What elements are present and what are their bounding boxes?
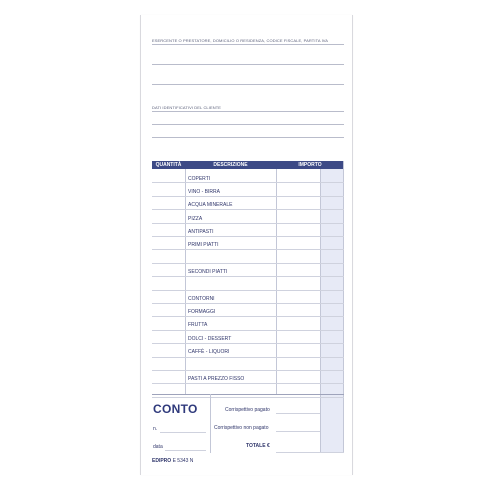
client-caption: DATI IDENTIFICATIVI DEL CLIENTE [152, 105, 222, 110]
footer-divider [152, 394, 344, 395]
item-label: FRUTTA [188, 322, 208, 328]
column-divider [185, 169, 186, 394]
column-header-description: DESCRIZIONE [213, 162, 248, 168]
brand-name: EDIPRO [152, 458, 172, 464]
table-row-line [152, 303, 344, 304]
table-row-line [152, 196, 344, 197]
table-row-line [152, 182, 344, 183]
header-line [152, 64, 344, 65]
header-line [152, 84, 344, 85]
table-row-line [152, 397, 344, 398]
table-row-line [152, 330, 344, 331]
table-row-line [152, 357, 344, 358]
item-label: ACQUA MINERALE [188, 202, 233, 208]
table-border [343, 161, 344, 453]
unpaid-label: Corrispettivo non pagato [214, 425, 269, 431]
header-caption: ESERCENTE O PRESTATORE, DOMICILIO O RESIDENZA, CODICE FISCALE, PARTITA IVA [152, 38, 329, 43]
table-row-line [152, 276, 344, 277]
paid-label: Corrispettivo pagato [225, 407, 270, 413]
number-line [160, 432, 206, 433]
table-row-line [152, 209, 344, 210]
table-row-line [152, 343, 344, 344]
table-row-line [152, 249, 344, 250]
item-label: SECONDI PIATTI [188, 269, 228, 275]
number-label: n. [153, 426, 158, 432]
currency-symbol: € [267, 443, 270, 449]
table-row-line [152, 316, 344, 317]
item-label: PASTI A PREZZO FISSO [188, 376, 245, 382]
item-label: ANTIPASTI [188, 229, 214, 235]
product-code: E 5343 N [172, 458, 194, 464]
table-row-line [152, 290, 344, 291]
item-label: VINO - BIRRA [188, 189, 220, 195]
conto-title: CONTO [153, 402, 198, 416]
table-row-line [152, 370, 344, 371]
column-header-quantity: QUANTITÀ [155, 162, 182, 168]
footer-divider [210, 394, 211, 453]
table-row-line [152, 383, 344, 384]
amount-shade [320, 169, 344, 453]
date-line [165, 450, 206, 451]
item-label: CONTORNI [188, 296, 215, 302]
client-line [152, 137, 344, 138]
item-label: DOLCI - DESSERT [188, 336, 232, 342]
item-label: COPERTI [188, 176, 211, 182]
column-header-amount: IMPORTO [298, 162, 322, 168]
total-label: TOTALE [246, 443, 266, 449]
unpaid-line [276, 431, 320, 432]
total-line [276, 452, 344, 453]
table-row-line [152, 263, 344, 264]
brand-mark [152, 458, 193, 464]
table-header [152, 161, 344, 169]
item-label: CAFFÈ - LIQUORI [188, 349, 230, 355]
header-line [152, 44, 344, 45]
table-row-line [152, 236, 344, 237]
item-label: PRIMI PIATTI [188, 242, 219, 248]
paid-line [276, 413, 320, 414]
column-divider [320, 169, 321, 453]
item-label: PIZZA [188, 216, 203, 222]
date-label: data [153, 444, 163, 450]
client-line [152, 124, 344, 125]
item-label: FORMAGGI [188, 309, 216, 315]
column-divider [276, 169, 277, 394]
client-line [152, 111, 344, 112]
table-row-line [152, 223, 344, 224]
